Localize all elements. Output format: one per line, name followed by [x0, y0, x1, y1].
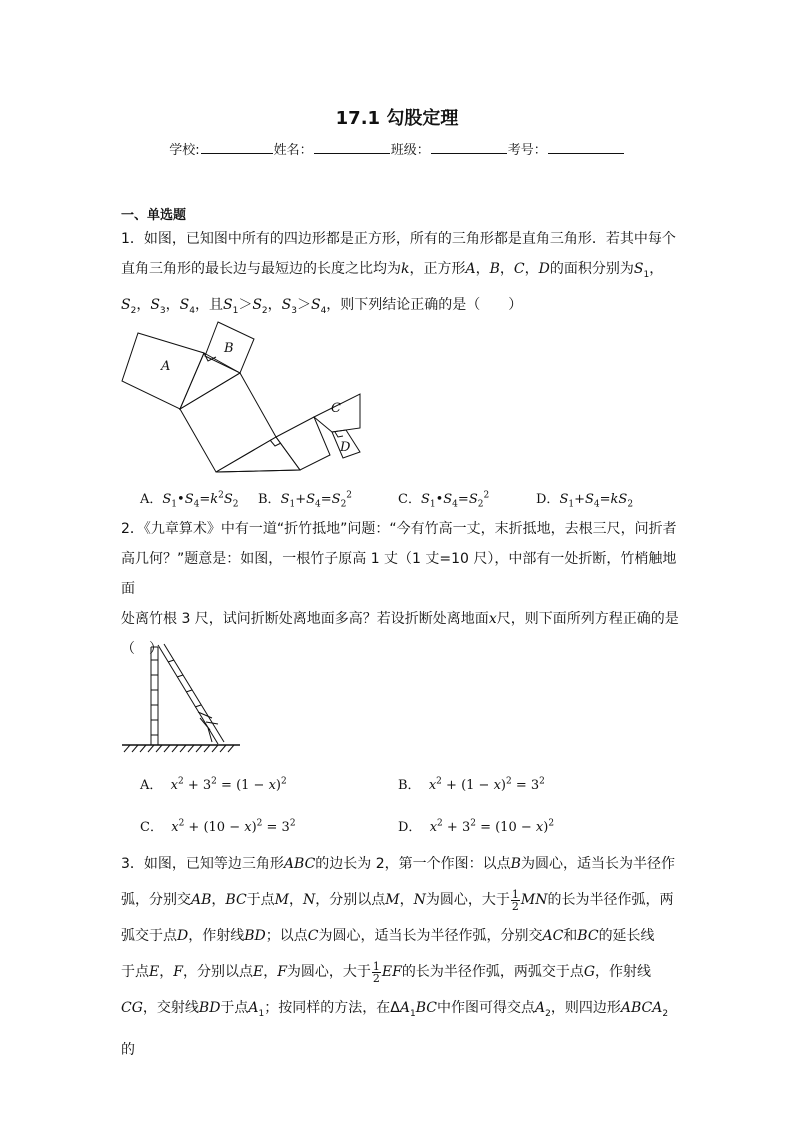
label-a: A: [161, 359, 171, 374]
q2-option-c[interactable]: C． $x^2 + (10 - x)^2 = 3^2$: [140, 818, 296, 835]
bamboo-broken-nodes: [168, 660, 201, 707]
q3-line-1: 3．如图，已知等边三角形ABC的边长为 2，第一个作图：以点B为圆心，适当长为半径作: [121, 856, 675, 872]
number-label: 考号：: [507, 143, 547, 158]
fraction-half-2: $\frac{1}{2}$: [372, 959, 380, 985]
q1-line-3: $S_2$，$S_3$，$S_4$，且$S_1>S_2$，$S_3>S_4$，则下列结论正确的是（ ）: [121, 296, 523, 316]
label-d: D: [340, 440, 351, 455]
q2-option-b[interactable]: B． $x^2 + (1 - x)^2 = 3^2$: [398, 776, 545, 793]
class-label: 班级：: [390, 143, 430, 158]
q1-option-a[interactable]: A．$S_1•S_4=k^2S_2$: [140, 490, 239, 510]
fraction-half: $\frac{1}{2}$: [511, 887, 519, 913]
label-b: B: [224, 341, 234, 356]
label-c: C: [331, 401, 341, 416]
bamboo-broken-right: [164, 644, 224, 742]
q2-line-2: 高几何？”题意是：如图，一根竹子原高 1 丈（1 丈=10 尺），中部有一处折断，竹梢触地面: [121, 551, 677, 597]
q1-line-1: 1．如图，已知图中所有的四边形都是正方形，所有的三角形都是直角三角形．若其中每个: [121, 231, 676, 247]
q1-option-d[interactable]: D．$S_1+S_4=kS_2$: [536, 492, 634, 510]
section-heading: 一、单选题: [121, 208, 187, 223]
ground-hatching: [124, 745, 234, 752]
q1-option-b[interactable]: B．$S_1+S_4=S_2^2$: [258, 490, 353, 510]
q2-line-4: （ ）: [121, 641, 163, 657]
q3-line-3: 弧交于点D，作射线BD；以点C为圆心，适当长为半径作弧，分别交AC和BC的延长线: [121, 928, 655, 944]
question-3-text: [121, 846, 681, 1068]
q2-line-3: 处离竹根 3 尺，试问折断处离地面多高？若设折断处离地面x尺，则下面所列方程正确的是: [121, 611, 679, 627]
q2-option-a[interactable]: A． $x^2 + 3^2 = (1 - x)^2$: [140, 776, 287, 793]
q2-line-1: 2．《九章算术》中有一道“折竹抵地”问题：“今有竹高一丈，末折抵地，去根三尺，问折者: [121, 521, 677, 537]
q3-line-4: 于点E，F，分别以点E，F为圆心，大于 $\frac{1}{2}$ EF的长为半径作弧，两弧交于点G，作射线: [121, 959, 652, 985]
name-label: 姓名：: [273, 143, 313, 158]
q3-line-2: 弧，分别交AB，BC于点M，N，分别以点M，N为圆心，大于 $\frac{1}{2}$ MN的长为半径作弧，两: [121, 887, 674, 913]
page-title: 17.1 勾股定理: [335, 108, 459, 129]
q3-line-5: CG，交射线BD于点$A_1$；按同样的方法，在$\Delta A_1BC$中作图可得交点$A_2$，则四边形$ABCA_2$的: [121, 1000, 669, 1058]
q1-line-2: 直角三角形的最长边与最短边的长度之比均为k，正方形A，B，C，D的面积分别为$S_1$，: [121, 261, 664, 280]
q1-option-c[interactable]: C．$S_1•S_4=S_2^2$: [398, 490, 490, 510]
school-label: 学校:: [169, 143, 200, 158]
q2-option-d[interactable]: D． $x^2 + 3^2 = (10 - x)^2$: [398, 818, 555, 835]
bamboo-nodes: [151, 660, 158, 735]
